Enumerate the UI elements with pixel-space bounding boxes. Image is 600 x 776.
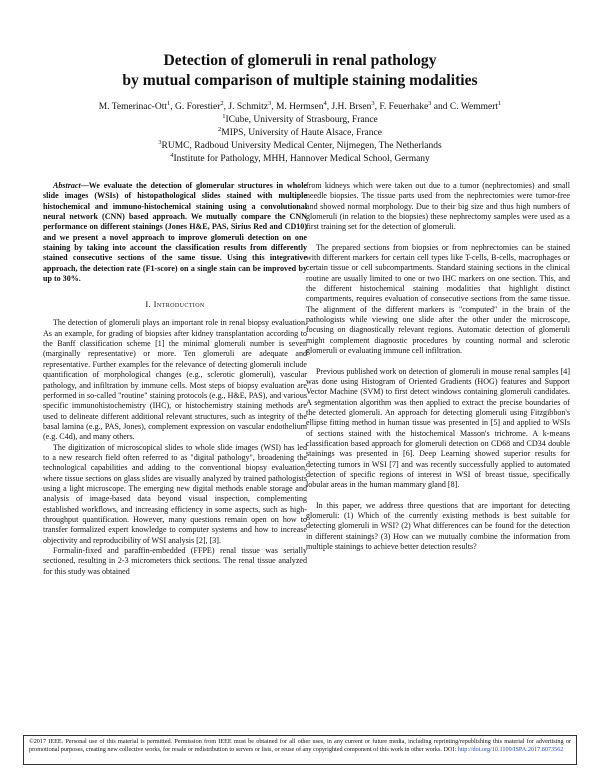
left-column [43,181,307,577]
author-list: M. Temerinac-Ott$^1$, G. Forestier$^2$, J. Schmitz$^3$, M. Hermsen$^4$, J.H. Brsen$^3$, F. Feuerhake$^3$ and C. Wemmert$^1$ [98,99,502,112]
copyright-text: ©2017 IEEE. Personal use of this material is permitted. Permission from IEEE must be obtained for all other uses, in any current or future media, including reprinting/republishing this material for advertising or promotional purposes, creating new collective works, for resale or redistribution to servers or lists, or reuse of any copyrighted component of this work in other works. DOI: [29,738,571,754]
affiliation-sup: 1 [222,112,226,120]
body-paragraph: Formalin-fixed and paraffin-embedded (FFPE) renal tissue was serially sectioned, resulting in 2-3 micrometers thick sections. The renal tissue analyzed for this study was obtained [43,546,307,576]
author: G. Forestier [174,102,221,112]
abstract-text: —We evaluate the detection of glomerular structures in whole slide images (WSIs) of histopathological slides stained with multiple histochemical and immuno-histochemical staining using a convolutional neural network (CNN) based approach. We mutually compare the CNN performance on different stainings (Jones H&E, PAS, Sirius Red and CD10) and we present a novel approach to improve glomeruli detection on one staining by taking into account the classification results from differently stained consecutive sections of the same tissue. Using this integrative approach, the detection rate (F1-score) on a single stain can be improved by up to 30%. [43,181,307,284]
author: M. Hermsen [275,102,324,112]
affiliation-text: MIPS, University of Haute Alsace, France [221,128,382,138]
title-line-2: by mutual comparison of multiple staining modalities [122,72,478,89]
author: J. Schmitz [228,102,268,112]
author: F. Feuerhake [379,102,429,112]
affiliation [30,127,570,140]
abstract-label: Abstract [53,181,81,190]
affiliation [30,114,570,127]
author-sup: 3 [267,99,272,107]
affiliation-sup: 3 [158,138,162,146]
author-sup: 2 [220,99,224,107]
affiliation-text: RUMC, Radboud University Medical Center, Nijmegen, The Netherlands [161,141,442,151]
abstract [43,181,307,284]
author-sup: 3 [428,99,432,107]
paper-title [40,51,560,91]
body-paragraph: The digitization of microscopical slides to whole slide images (WSI) has led to a new research field often referred to as "digital pathology", broadening the technological capabilities and adding to the conventional biopsy evaluation, where tissue sections on glass slides are visually analyzed by trained pathologists using a light microscope. The emerging new digital methods enable storage and analysis of image-based data beyond visual inspection, complementing established workflows, and increasing efficiency in some aspects, such as high-throughput quantification. However, many questions remain open on how to transfer formalized expert knowledge to computer systems and how to increase objectivity and reproducibility of WSI analysis [2], [3]. [43,442,307,545]
body-paragraph: In this paper, we address three questions that are important for detecting glomeruli: (1) Which of the currently existing methods is best suitable for detecting glomeruli in WSI? (2) What differences can be found for the detection in different stainings? (3) How can we mutually combine the information from multiple stainings to achieve better detection results? [306,500,570,551]
copyright-notice [23,735,577,765]
author: J.H. Brsen [331,102,372,112]
author-sup: 1 [498,99,502,107]
body-paragraph: from kidneys which were taken out due to a tumor (nephrectomies) and small needle biopsies. The tissue parts used from the nephrectomies were tumor-free and showed normal morphology. Due to their big size and thus high numbers of glomeruli (in relation to the biopsies) these nephrectomy samples were used as a first training set for the detection of glomeruli. [306,181,570,232]
body-paragraph: Previous published work on detection of glomeruli in mouse renal samples [4] was done using Histogram of Oriented Gradients (HOG) features and Support Vector Machine (SVM) to first detect windows containing glomeruli candidates. A segmentation algorithm was then applied to extract the precise boundaries of the detected glomeruli. An approach for detecting glomeruli using Fitzgibbon's ellipse fitting method in human tissue was presented in [5] and applied to WSIs of sections stained with the histochemical Masson's trichrome. A k-means classification based approach for glomeruli detection on CD68 and CD34 double stainings was presented in [6]. Deep Learning showed superior results for detecting tumors in WSI [7] and was recently successfully applied to automated detection of specific regions of interest in WSI of breast tissue, specifically lobular areas in the human mammary gland [8]. [306,366,570,490]
affiliation [30,153,570,166]
affiliation-sup: 4 [170,151,174,159]
affiliation [30,140,570,153]
body-paragraph: The detection of glomeruli plays an important role in renal biopsy evaluation. As an example, for grading of biopsies after kidney transplantation according to the Banff classification scheme [1] the minimal glomeruli number is seven (marginally representative) or more. Ten glomeruli are adequate and representative. Further examples for the relevance of detecting glomeruli include quantification of morphological changes (e.g., sclerotic glomeruli), vascular pathology, and infiltration by immune cells. Most steps of biopsy evaluation are performed in so-called "routine" staining protocols (e.g., H&E, PAS), and various specific immunohistochemistry (IHC), or histochemistry staining methods are used to delineate different additional relevant structures, such as integrity of the basal lamina (e.g., PAS, Jones), complement expression on vascular endothelium (e.g. C4d), and many others. [43,318,307,442]
section-heading-introduction: I. Introduction [145,299,205,310]
doi-link[interactable]: http://doi.org/10.1109/ISPA.2017.8073562 [457,746,564,754]
author-block [30,101,570,166]
affiliation-text: Institute for Pathology, MHH, Hannover Medical School, Germany [173,154,430,164]
title-line-1: Detection of glomeruli in renal pathology [163,52,437,69]
author-sup: 1 [166,99,171,107]
author-sup: 4 [323,99,327,107]
author: C. Wemmert [449,102,499,112]
author: M. Temerinac-Ott [98,102,167,112]
affiliation-text: ICube, University of Strasbourg, France [225,115,378,125]
author-sup: 3 [371,99,375,107]
body-paragraph: The prepared sections from biopsies or from nephrectomies can be stained with different markers for certain cell types like T-cells, B-cells, macrophages or certain tissue or cell subcompartments. Standard staining sections in the clinical routine are usually limited to one or two IHC markers on one section. This, and the different histochemical staining modalities that highlight distinct compartments, requires evaluation of consecutive sections from the same tissue. The alignment of the different markers is "computed" in the brain of the pathologists while viewing one slide after the other under the microscope, focusing on diagnostically relevant regions. Automatic detection of glomeruli might complement diagnostic procedures by counting normal and sclerotic glomeruli or evaluating immune cell infiltration. [306,242,570,356]
right-column [306,181,570,552]
affiliation-sup: 2 [218,125,222,133]
